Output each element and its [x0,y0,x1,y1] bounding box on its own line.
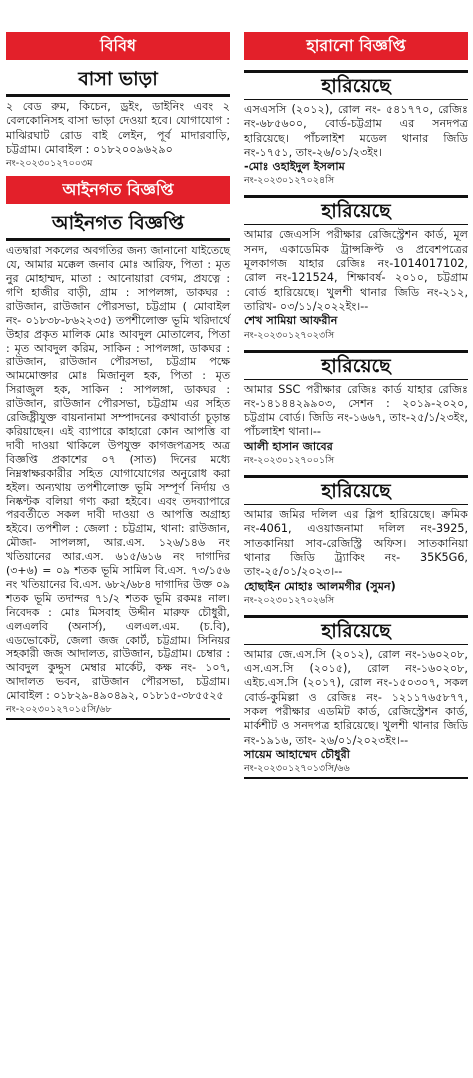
ad-body: এসএসসি (২০১২), রোল নং- ৫৪১৭৭০, রেজিঃ নং-৬৮৫৬০০, বোর্ড-চট্টগ্রাম এর সনদপত্র হারিয়েছে। পাঁচলাইশ মডেল থানার জিডি নং-১৭৫১, তাং-২৬/০১/২৩ইং। [244,103,468,159]
right-column [244,0,468,779]
ad-heading: আইনগত বিজ্ঞপ্তি [52,212,184,235]
ad-heading: হারিয়েছে [321,619,391,642]
section-title-miscellaneous: বিবিধ [6,32,230,60]
ad-body: আমার জমির দলিল এর স্লিপ হারিয়েছে। ক্রমিক নং-4061, এওয়াজনামা দলিল নং-3925, সাতকানিয়া সাব-রেজিস্ট্রি অফিস। সাতকানিয়া থানার জিডি ট্র্যাকিং নং- 35K5G6, তাং-২৫/০১/২০২৩।-- [244,508,468,579]
ad-body: আমার SSC পরীক্ষার রেজিঃ কার্ড যাহার রেজিঃ নং-১৪১৪৪২৯৯০৩, সেশন : ২০১৯-২০২০, চট্টগ্রাম বোর্ড। জিডি নং-১৬৬৭, তাং-২৫/১/২৩ইং, পাঁচলাইশ থানা।-- [244,382,468,439]
ad-signer: -মোঃ ওহাইদুল ইসলাম [244,160,345,174]
divider [244,379,468,380]
left-column [6,0,230,720]
bottom-rule [6,718,230,720]
legal-notice-ad [6,210,230,720]
ad-heading: হারিয়েছে [321,354,391,377]
divider [244,99,468,100]
ad-heading: হারিয়েছে [321,480,391,503]
ad-signer: আলী হাসান জাবের [244,439,333,453]
ad-reference-number: নং-২০২৩০১২৭০১৩সি/৬৬ [244,763,350,775]
ad-signer: সায়েম আহাম্মেদ চৌধুরী [244,747,350,761]
ad-reference-number: নং-২০২৩০১২৭০০১সি [244,455,335,467]
ad-reference-number: নং-২০২৩০১২৭০২৩সি [244,329,335,341]
divider [6,238,230,241]
ad-reference-number: নং-২০২৩০১২৭০০৩ম [6,158,93,170]
lost-ad-3 [244,350,468,467]
divider [244,504,468,505]
ad-body: ২ বেড রুম, কিচেন, ড্রইং, ডাইনিং এবং ২ বেলকোনিসহ বাসা ভাড়া দেওয়া হবে। যোগাযোগ : মাঝিরঘাট রোড বাই লেইন, পূর্ব মাদারবাড়ি, চট্টগ্রাম। মোবাইল : ০১৮২০০৯৬২৯০ [6,100,230,156]
section-title-legal-notice: আইনগত বিজ্ঞপ্তি [6,176,230,204]
ad-reference-number: নং-২০২৩০১২৭০১৫সি/৬৮ [6,704,112,716]
ad-reference-number: নং-২০২৩০১২৭০২৪সি [244,175,335,187]
lost-ad-4 [244,475,468,607]
ad-heading: হারিয়েছে [321,200,391,223]
ad-body: আমার জেএসসি পরীক্ষার রেজিস্ট্রেশন কার্ড, মূল সনদ, একাডেমিক ট্রান্সক্রিপ্ট ও প্রবেশপত্রের মূলকাগজ যাহার রেজিঃ নং-1014017102, রোল নং-121524, শিক্ষাবর্ষ- ২০১০, চট্টগ্রাম বোর্ড হারিয়েছে। খুলশী থানার জিডি নং-২১২, তারিখ- ০৩/১১/২০২২ইং।-- [244,228,468,313]
section-title-lost-notice: হারানো বিজ্ঞপ্তি [244,32,468,60]
lost-ad-5 [244,615,468,779]
ad-heading: বাসা ভাড়া [78,68,158,90]
ad-signer: হোছাইন মোহাঃ আলমগীর (সুমন) [244,579,396,593]
lost-ad-2 [244,195,468,341]
house-rent-ad [6,66,230,170]
lost-ad-1 [244,70,468,187]
ad-heading: হারিয়েছে [321,75,391,97]
ad-body: আমার জে.এস.সি (২০১২), রোল নং-১৬০২০৮, এস.এস.সি (২০১৫), রোল নং-১৬০২০৮, এইচ.এস.সি (২০১৭), রোল নং-১৫০৩০৭, সকল বোর্ড-কুমিল্লা ও রেজিঃ নং- ১২১১৭৬৫৮৭৭, সকল পরীক্ষার এডমিট কার্ড, রেজিস্ট্রেশন কার্ড, মার্কশীট ও সনদপত্র হারিয়েছে। খুলশী থানার জিডি নং-১৯১৬, তাং- ২৬/০১/২০২৩ইং।-- [244,647,468,747]
ad-body: এতদ্বারা সকলের অবগতির জন্য জানানো যাইতেছে যে, আমার মক্কেল জনাব মোঃ আরিফ, পিতা : মৃত নুর মোহাম্মদ, মাতা : আনোয়ারা বেগম, প্রযত্নে : গণি হাজীর বাড়ী, গ্রাম : সাপলঙ্গা, ডাকঘর : রাউজান, রাউজান পৌরসভা, চট্টগ্রাম ( মোবাইল নং- ০১৮৩৮-৮৬২২৩৫) তপশীলোক্ত ভূমি খরিদার্থে উহার প্রকৃত মালিক মোঃ আবদুল মোতালেব, পিতা : মৃত আবদুল করিম, সাকিন : সাপলঙ্গা, ডাকঘর : রাউজান, রাউজান পৌরসভা, চট্টগ্রাম পক্ষে আমমোক্তার মোঃ মিজানুল হক, পিতা : মৃত সিরাজুল হক, সাকিন : সাপলঙ্গা, ডাকঘর : রাউজান, রাউজান পৌরসভা, চট্টগ্রাম এর সহিত রেজিষ্ট্রীযুক্ত বায়নানামা সম্পাদনের কথাবার্তা চূড়ান্ত করিয়াছেন। এই ব্যাপারে কাহারো কোন আপত্তি বা দাবী দাওয়া থাকিলে উপযুক্ত কাগজপত্রসহ অত্র বিজ্ঞপ্তি প্রকাশের ০৭ (সাত) দিনের মধ্যে নিম্নস্বাক্ষরকারীর সহিত যোগাযোগের অনুরোধ করা হইল। অন্যথায় তপশীলোক্ত ভূমি সম্পূর্ণ নির্দায় ও নিষ্কণ্টক বলিয়া গণ্য করা হইবে। এবং তদব্যাপারে পরবর্তীতে সকল দাবী দাওয়া ও আপত্তি অগ্রাহ্য হইবে। তপশীল : জেলা : চট্টগ্রাম, থানা: রাউজান, মৌজা- সাপলঙ্গা, আর.এস. ১২৬/১৪৬ নং খতিয়ানের আর.এস. ৬১৫/৬১৬ নং দাগাদির (৩+৬) = ০৯ শতক ভূমি সামিল বি.এস. ৭৩/১৫৬ নং খতিয়ানের বি.এস. ৬৮২/৬৮৪ দাগাদির উক্ত ০৯ শতক ভূমি তদান্দর ৭১/২ শতক ভূমি রকমঃ নাল। নিবেদক : মোঃ মিসবাহ উদ্দীন মারুফ চৌধুরী, এলএলবি (অনার্স), এলএল.এম. (চ.বি), এডভোকেট, জেলা জজ কোর্ট, চট্টগ্রাম। সিনিয়র সহকারী জজ আদালত, রাউজান, চট্টগ্রাম। চেম্বার : আবদুল কুদ্দুস মেম্বার মার্কেট, কক্ষ নং- ১০৭, আদালত ভবন, রাউজান পৌরসভা, চট্টগ্রাম। মোবাইল : ০১৮২৯-৪৯০৪৯২, ০১৮১৫-৩৮৫৫২৫ [6,244,230,703]
ad-reference-number: নং-২০২৩০১২৭০২৬সি [244,594,335,606]
divider [244,644,468,645]
divider [6,94,230,97]
divider [244,224,468,225]
bottom-rule [244,777,468,779]
ad-signer: শেখ সামিয়া আফরীন [244,314,338,328]
